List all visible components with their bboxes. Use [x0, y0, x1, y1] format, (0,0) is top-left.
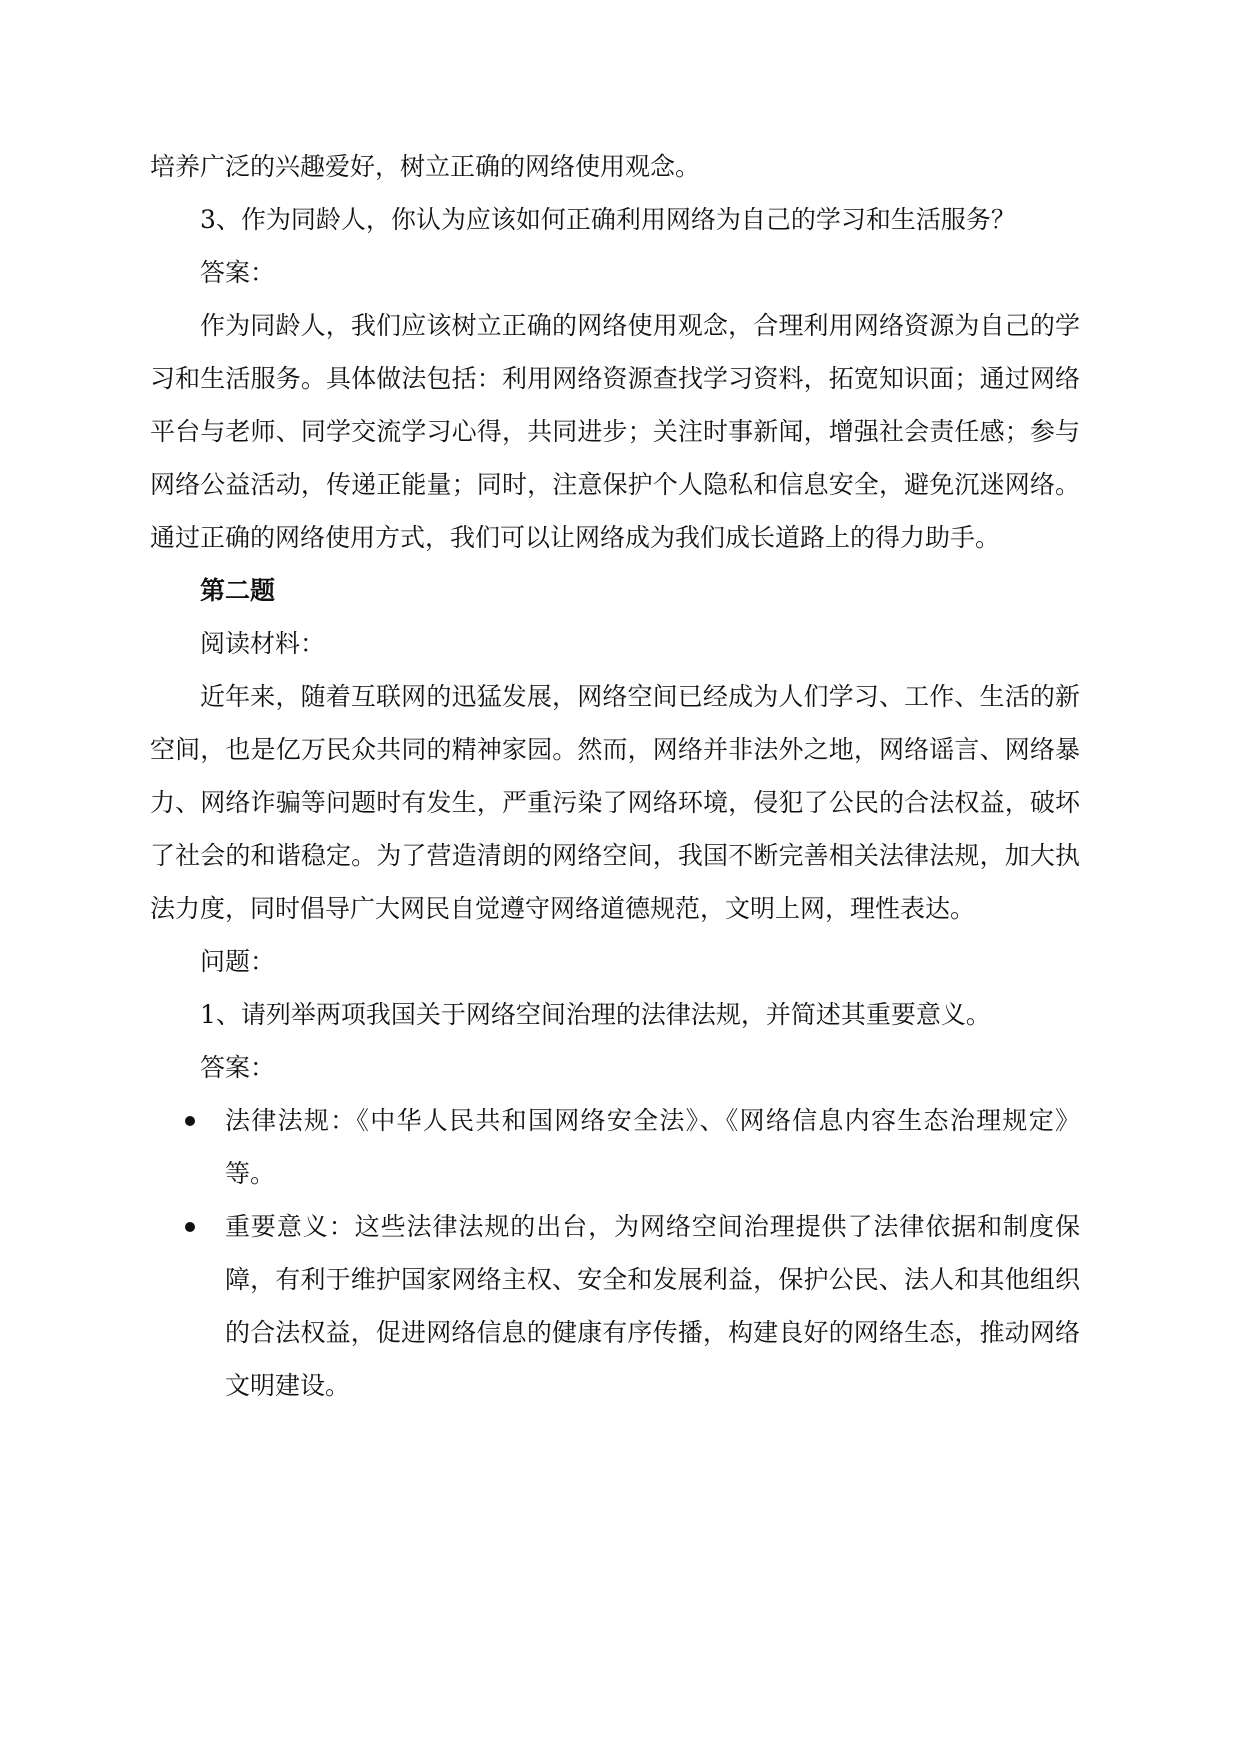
answer-bullet-list: [150, 1094, 1080, 1412]
list-item-text: 重要意义：这些法律法规的出台，为网络空间治理提供了法律依据和制度保障，有利于维护国家网络主权、安全和发展利益，保护公民、法人和其他组织的合法权益，促进网络信息的健康有序传播，构建良好的网络生态，推动网络文明建设。: [225, 1212, 1080, 1400]
answer-paragraph: 作为同龄人，我们应该树立正确的网络使用观念，合理利用网络资源为自己的学习和生活服务。具体做法包括：利用网络资源查找学习资料，拓宽知识面；通过网络平台与老师、同学交流学习心得，共同进步；关注时事新闻，增强社会责任感；参与网络公益活动，传递正能量；同时，注意保护个人隐私和信息安全，避免沉迷网络。通过正确的网络使用方式，我们可以让网络成为我们成长道路上的得力助手。: [150, 311, 1080, 552]
list-item: [150, 1094, 1080, 1200]
bullet-icon: [185, 1222, 195, 1232]
reading-material-paragraph: 近年来，随着互联网的迅猛发展，网络空间已经成为人们学习、工作、生活的新空间，也是亿万民众共同的精神家园。然而，网络并非法外之地，网络谣言、网络暴力、网络诈骗等问题时有发生，严重污染了网络环境，侵犯了公民的合法权益，破坏了社会的和谐稳定。为了营造清朗的网络空间，我国不断完善相关法律法规，加大执法力度，同时倡导广大网民自觉遵守网络道德规范，文明上网，理性表达。: [150, 682, 1080, 923]
document-body: [150, 140, 1080, 1412]
reading-material-label: 阅读材料：: [200, 629, 326, 658]
bullet-icon: [185, 1116, 195, 1126]
answer-label: 答案：: [200, 258, 276, 287]
paragraph-continuation: 培养广泛的兴趣爱好，树立正确的网络使用观念。: [150, 152, 701, 181]
list-item: [150, 1200, 1080, 1412]
answer-label: 答案：: [200, 1053, 276, 1082]
list-item-text: 法律法规：《中华人民共和国网络安全法》、《网络信息内容生态治理规定》等。: [225, 1106, 1080, 1188]
question-label: 问题：: [200, 947, 276, 976]
question-3: 3、作为同龄人，你认为应该如何正确利用网络为自己的学习和生活服务？: [200, 205, 1016, 234]
question-1: 1、请列举两项我国关于网络空间治理的法律法规，并简述其重要意义。: [200, 1000, 991, 1029]
section-title: 第二题: [200, 576, 276, 605]
